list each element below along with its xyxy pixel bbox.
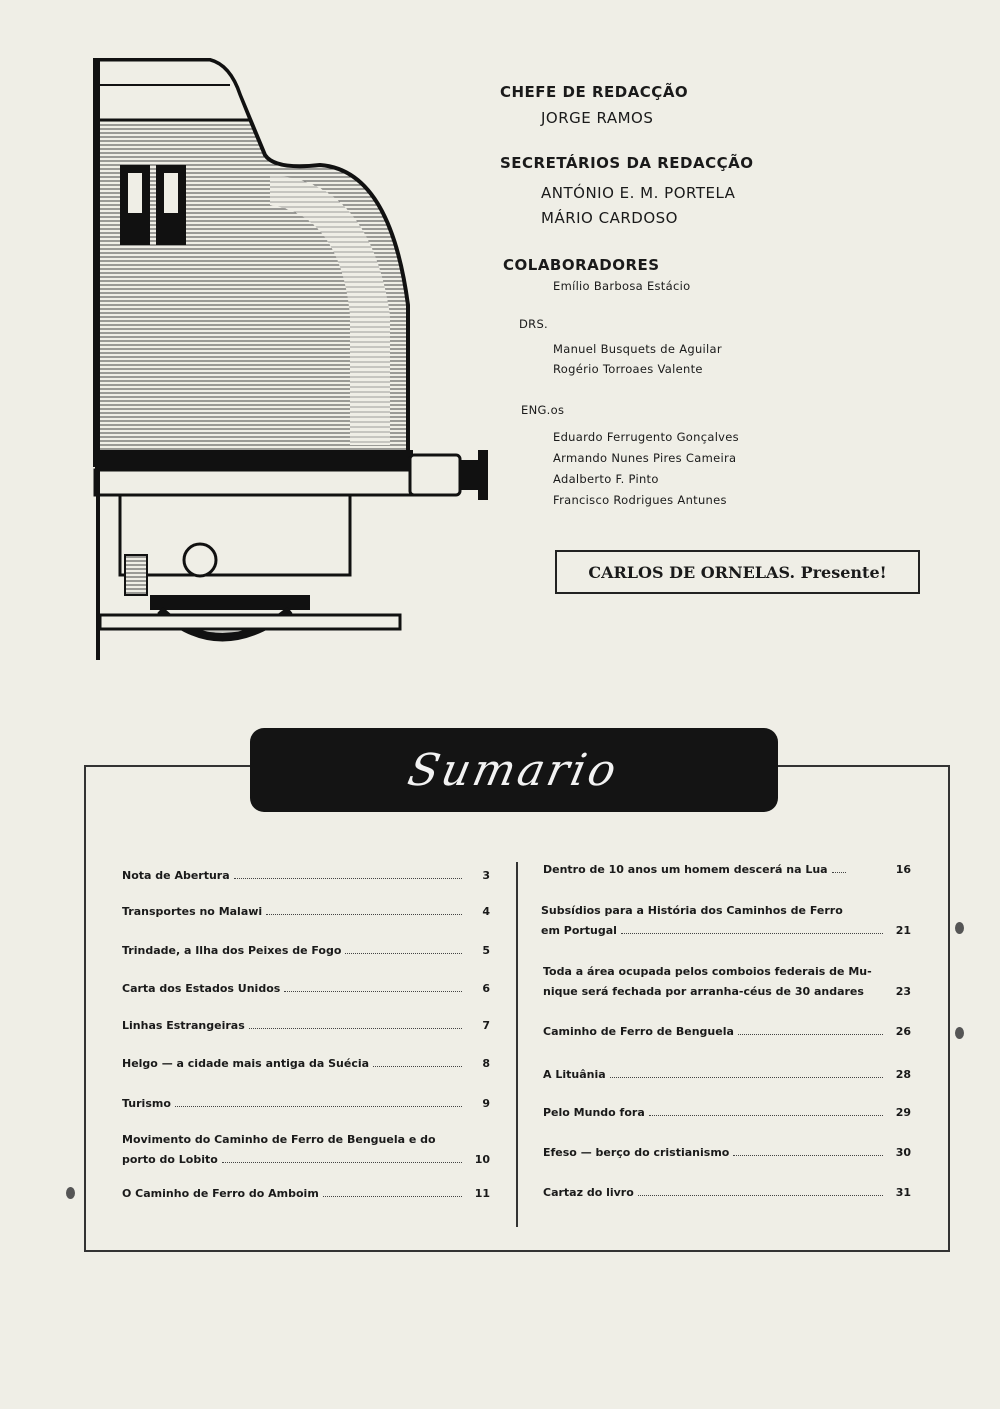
slogan-box xyxy=(555,550,920,594)
sumario-title: Sumario xyxy=(404,744,624,796)
toc-title: Nota de Abertura xyxy=(122,869,230,882)
secretary-name: ANTÓNIO E. M. PORTELA xyxy=(541,184,736,202)
toc-entry[interactable] xyxy=(543,965,911,998)
toc-title: Efeso — berço do cristianismo xyxy=(543,1146,730,1159)
toc-page: 3 xyxy=(482,869,490,882)
toc-entry[interactable] xyxy=(122,982,490,995)
toc-page: 4 xyxy=(482,905,490,918)
toc-page: 9 xyxy=(482,1097,490,1110)
toc-page: 23 xyxy=(895,985,911,998)
toc-entry[interactable] xyxy=(122,1097,490,1110)
secretary-name: MÁRIO CARDOSO xyxy=(541,209,678,227)
slogan-text: CARLOS DE ORNELAS. Presente! xyxy=(588,562,887,582)
toc-entry[interactable] xyxy=(122,905,490,918)
toc-title: Transportes no Malawi xyxy=(122,905,263,918)
toc-entry[interactable] xyxy=(541,904,911,937)
drs-label: DRS. xyxy=(519,317,549,331)
toc-title: Trindade, a Ilha dos Peixes de Fogo xyxy=(122,944,342,957)
toc-page: 21 xyxy=(895,924,911,937)
toc-page: 10 xyxy=(474,1153,490,1166)
chief-name: JORGE RAMOS xyxy=(541,109,654,127)
toc-page: 5 xyxy=(482,944,490,957)
toc-page: 28 xyxy=(895,1068,911,1081)
binding-hole xyxy=(66,1187,75,1199)
toc-entry[interactable] xyxy=(122,944,490,957)
toc-title: porto do Lobito xyxy=(122,1153,218,1166)
toc-title: Caminho de Ferro de Benguela xyxy=(543,1025,734,1038)
toc-title: A Lituânia xyxy=(543,1068,606,1081)
chief-heading: CHEFE DE REDACÇÃO xyxy=(500,83,689,101)
toc-title: O Caminho de Ferro do Amboim xyxy=(122,1187,319,1200)
collaborator-name: Emílio Barbosa Estácio xyxy=(553,279,691,293)
toc-page: 11 xyxy=(474,1187,490,1200)
toc-title: Helgo — a cidade mais antiga da Suécia xyxy=(122,1057,370,1070)
engs-label: ENG.os xyxy=(521,403,565,417)
toc-title: Dentro de 10 anos um homem descerá na Lua xyxy=(543,863,828,876)
toc-entry[interactable] xyxy=(543,1186,911,1199)
toc-title: Turismo xyxy=(122,1097,171,1110)
toc-title: Movimento do Caminho de Ferro de Benguela e do xyxy=(122,1133,436,1146)
eng-name: Armando Nunes Pires Cameira xyxy=(553,451,737,465)
binding-hole xyxy=(955,922,964,934)
toc-title: Subsídios para a História dos Caminhos de Ferro xyxy=(541,904,843,917)
toc-title: Pelo Mundo fora xyxy=(543,1106,645,1119)
toc-entry[interactable] xyxy=(543,863,911,876)
toc-entry[interactable] xyxy=(543,1106,911,1119)
toc-page: 26 xyxy=(895,1025,911,1038)
toc-entry[interactable] xyxy=(543,1025,911,1038)
column-divider xyxy=(516,862,518,1227)
toc-title: Toda a área ocupada pelos comboios federais de Mu- xyxy=(543,965,872,978)
toc-page: 7 xyxy=(482,1019,490,1032)
eng-name: Eduardo Ferrugento Gonçalves xyxy=(553,430,739,444)
toc-title: Cartaz do livro xyxy=(543,1186,634,1199)
dr-name: Rogério Torroaes Valente xyxy=(553,362,703,376)
collaborators-heading: COLABORADORES xyxy=(503,256,660,274)
toc-page: 29 xyxy=(895,1106,911,1119)
toc-page: 6 xyxy=(482,982,490,995)
toc-page: 8 xyxy=(482,1057,490,1070)
toc-entry[interactable] xyxy=(122,1187,490,1200)
toc-entry[interactable] xyxy=(122,869,490,882)
toc-entry[interactable] xyxy=(122,1019,490,1032)
eng-name: Adalberto F. Pinto xyxy=(553,472,659,486)
toc-title: em Portugal xyxy=(541,924,617,937)
toc-entry[interactable] xyxy=(543,1068,911,1081)
toc-title: Carta dos Estados Unidos xyxy=(122,982,281,995)
toc-page: 16 xyxy=(895,863,911,876)
toc-page: 31 xyxy=(895,1186,911,1199)
locomotive-illustration xyxy=(90,55,510,665)
dr-name: Manuel Busquets de Aguilar xyxy=(553,342,722,356)
sumario-banner xyxy=(250,728,778,812)
toc-entry[interactable] xyxy=(122,1057,490,1070)
toc-title: Linhas Estrangeiras xyxy=(122,1019,245,1032)
toc-entry[interactable] xyxy=(122,1133,490,1166)
toc-page: 30 xyxy=(895,1146,911,1159)
binding-hole xyxy=(955,1027,964,1039)
secretaries-heading: SECRETÁRIOS DA REDACÇÃO xyxy=(500,154,754,172)
eng-name: Francisco Rodrigues Antunes xyxy=(553,493,727,507)
toc-title: nique será fechada por arranha-céus de 30 andares xyxy=(543,985,864,998)
toc-entry[interactable] xyxy=(543,1146,911,1159)
